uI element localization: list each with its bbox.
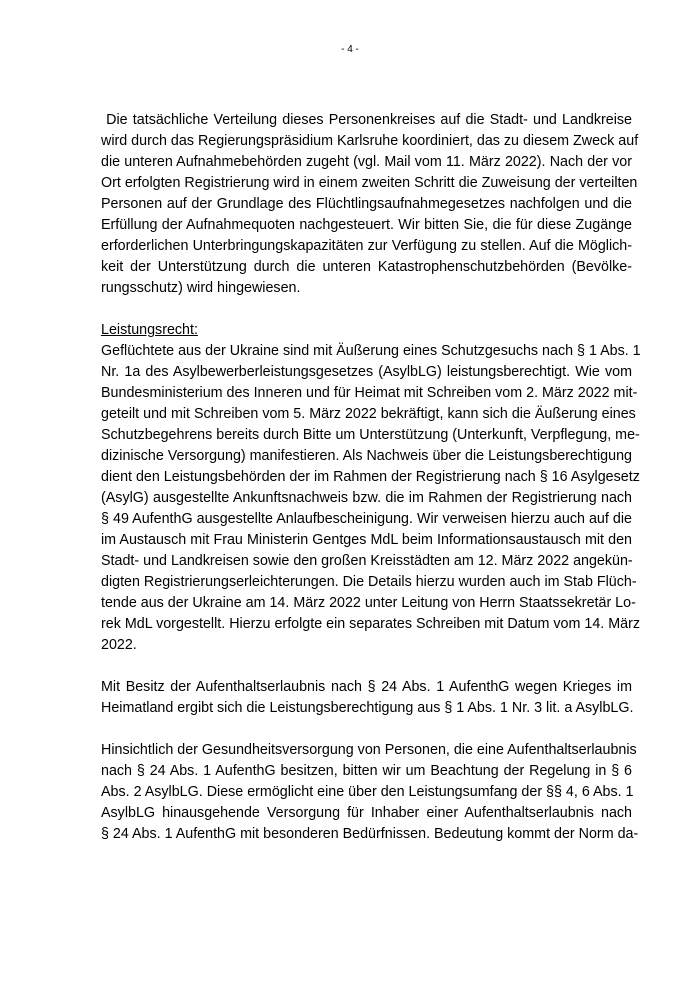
paragraph-distribution [101, 110, 639, 299]
text-line: die unteren Aufnahmebehörden zugeht (vgl. Mail vom 11. März 2022). Nach der vor [101, 154, 632, 170]
page-number: - 4 - [341, 44, 359, 55]
text-line: geteilt und mit Schreiben vom 5. März 2022 bekräftigt, kann sich die Äußerung eines [101, 406, 636, 422]
document-body [101, 110, 641, 845]
text-line: Stadt- und Landkreisen sowie den großen Kreisstädten am 12. März 2022 angekün- [101, 553, 633, 569]
text-line: keit der Unterstützung durch die unteren Katastrophenschutzbehörden (Bevölke- [101, 259, 632, 275]
text-line: erforderlichen Unterbringungskapazitäten zur Verfügung zu stellen. Auf die Möglich- [101, 238, 632, 254]
text-line: § 49 AufenthG ausgestellte Anlaufbescheinigung. Wir verweisen hierzu auch auf die [101, 511, 632, 527]
text-line: dient den Leistungsbehörden der im Rahmen der Registrierung nach § 16 Asylgesetz [101, 469, 640, 485]
text-line: tende aus der Ukraine am 14. März 2022 unter Leitung von Herrn Staatssekretär Lo- [101, 595, 636, 611]
text-line: Die tatsächliche Verteilung dieses Personenkreises auf die Stadt- und Landkreise [101, 112, 632, 128]
text-line: § 24 Abs. 1 AufenthG mit besonderen Bedürfnissen. Bedeutung kommt der Norm da- [101, 826, 639, 842]
text-line: Mit Besitz der Aufenthaltserlaubnis nach § 24 Abs. 1 AufenthG wegen Krieges im [101, 679, 632, 695]
paragraph-leistungsrecht [101, 320, 641, 656]
text-line: dizinische Versorgung) manifestieren. Als Nachweis über die Leistungsberechtigung [101, 448, 632, 464]
text-line: Hinsichtlich der Gesundheitsversorgung von Personen, die eine Aufenthaltserlaubnis [101, 742, 637, 758]
text-line: nach § 24 Abs. 1 AufenthG besitzen, bitten wir um Beachtung der Regelung in § 6 [101, 763, 632, 779]
paragraph-gesundheitsversorgung [101, 740, 639, 845]
text-line: 2022. [101, 637, 137, 653]
text-line: Erfüllung der Aufnahmequoten nachgesteuert. Wir bitten Sie, die für diese Zugänge [101, 217, 632, 233]
text-line: (AsylG) ausgestellte Ankunftsnachweis bzw. die im Rahmen der Registrierung nach [101, 490, 632, 506]
text-line: AsylbLG hinausgehende Versorgung für Inhaber einer Aufenthaltserlaubnis nach [101, 805, 632, 821]
text-line: wird durch das Regierungspräsidium Karlsruhe koordiniert, das zu diesem Zweck auf [101, 133, 639, 149]
text-line: Geflüchtete aus der Ukraine sind mit Äußerung eines Schutzgesuchs nach § 1 Abs. 1 [101, 343, 641, 359]
text-line: Bundesministerium des Inneren und für Heimat mit Schreiben vom 2. März 2022 mit- [101, 385, 638, 401]
text-line: Abs. 2 AsylbLG. Diese ermöglicht eine über den Leistungsumfang der §§ 4, 6 Abs. 1 [101, 784, 634, 800]
text-line: Heimatland ergibt sich die Leistungsberechtigung aus § 1 Abs. 1 Nr. 3 lit. a AsylbLG. [101, 700, 634, 716]
text-line: rungsschutz) wird hingewiesen. [101, 280, 301, 296]
section-heading: Leistungsrecht: [101, 322, 198, 338]
text-line: Personen auf der Grundlage des Flüchtlingsaufnahmegesetzes nachfolgen und die [101, 196, 632, 212]
text-line: im Austausch mit Frau Ministerin Gentges MdL beim Informationsaustausch mit den [101, 532, 632, 548]
text-line: rek MdL vorgestellt. Hierzu erfolgte ein separates Schreiben mit Datum vom 14. März [101, 616, 641, 632]
text-line: Ort erfolgten Registrierung wird in einem zweiten Schritt die Zuweisung der verteilten [101, 175, 638, 191]
text-line: Schutzbegehrens bereits durch Bitte um Unterstützung (Unterkunft, Verpflegung, me- [101, 427, 640, 443]
text-line: digten Registrierungserleichterungen. Die Details hierzu wurden auch im Stab Flüch- [101, 574, 637, 590]
paragraph-aufenthaltserlaubnis [101, 677, 632, 719]
text-line: Nr. 1a des Asylbewerberleistungsgesetzes (AsylbLG) leistungsberechtigt. Wie vom [101, 364, 632, 380]
